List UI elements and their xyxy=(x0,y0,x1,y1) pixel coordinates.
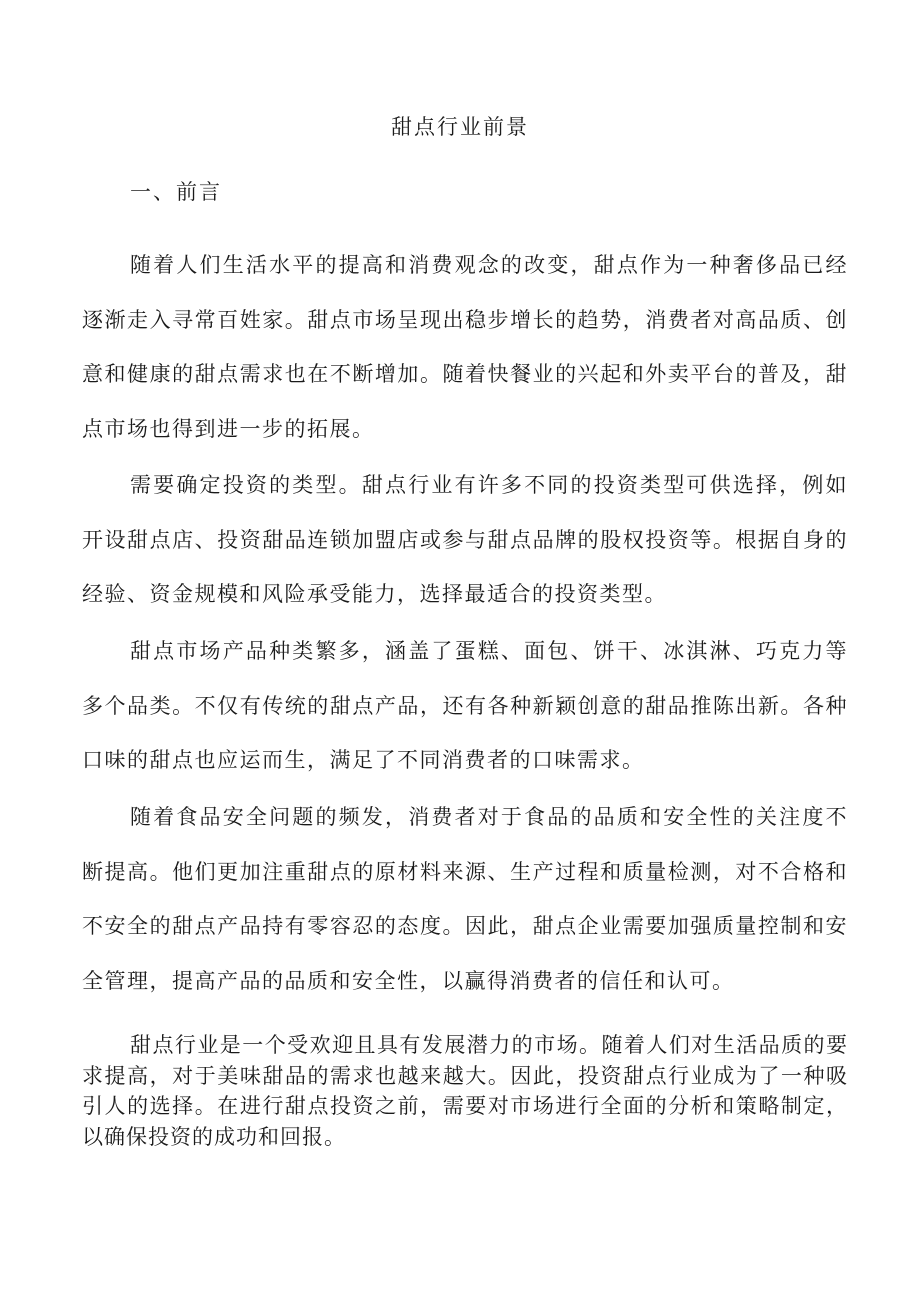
paragraph-market-overview: 随着人们生活水平的提高和消费观念的改变，甜点作为一种奢侈品已经逐渐走入寻常百姓家。甜点市场呈现出稳步增长的趋势，消费者对高品质、创意和健康的甜点需求也在不断增加。随着快餐业的兴起和外卖平台的普及，甜点市场也得到进一步的拓展。 xyxy=(82,253,848,441)
paragraph-summary: 甜点行业是一个受欢迎且具有发展潜力的市场。随着人们对生活品质的要求提高，对于美味甜品的需求也越来越大。因此，投资甜点行业成为了一种吸引人的选择。在进行甜点投资之前，需要对市场进行全面的分析和策略制定，以确保投资的成功和回报。 xyxy=(82,1033,848,1149)
paragraph-investment-type: 需要确定投资的类型。甜点行业有许多不同的投资类型可供选择，例如开设甜点店、投资甜品连锁加盟店或参与甜点品牌的股权投资等。根据自身的经验、资金规模和风险承受能力，选择最适合的投资类型。 xyxy=(82,473,848,606)
section-heading: 一、前言 xyxy=(130,180,222,204)
paragraph-food-safety: 随着食品安全问题的频发，消费者对于食品的品质和安全性的关注度不断提高。他们更加注重甜点的原材料来源、生产过程和质量检测，对不合格和不安全的甜点产品持有零容忍的态度。因此，甜点企业需要加强质量控制和安全管理，提高产品的品质和安全性，以赢得消费者的信任和认可。 xyxy=(82,805,848,993)
paragraph-product-variety: 甜点市场产品种类繁多，涵盖了蛋糕、面包、饼干、冰淇淋、巧克力等多个品类。不仅有传统的甜点产品，还有各种新颖创意的甜品推陈出新。各种口味的甜点也应运而生，满足了不同消费者的口味需求。 xyxy=(82,639,848,772)
document-title: 甜点行业前景 xyxy=(391,115,529,139)
